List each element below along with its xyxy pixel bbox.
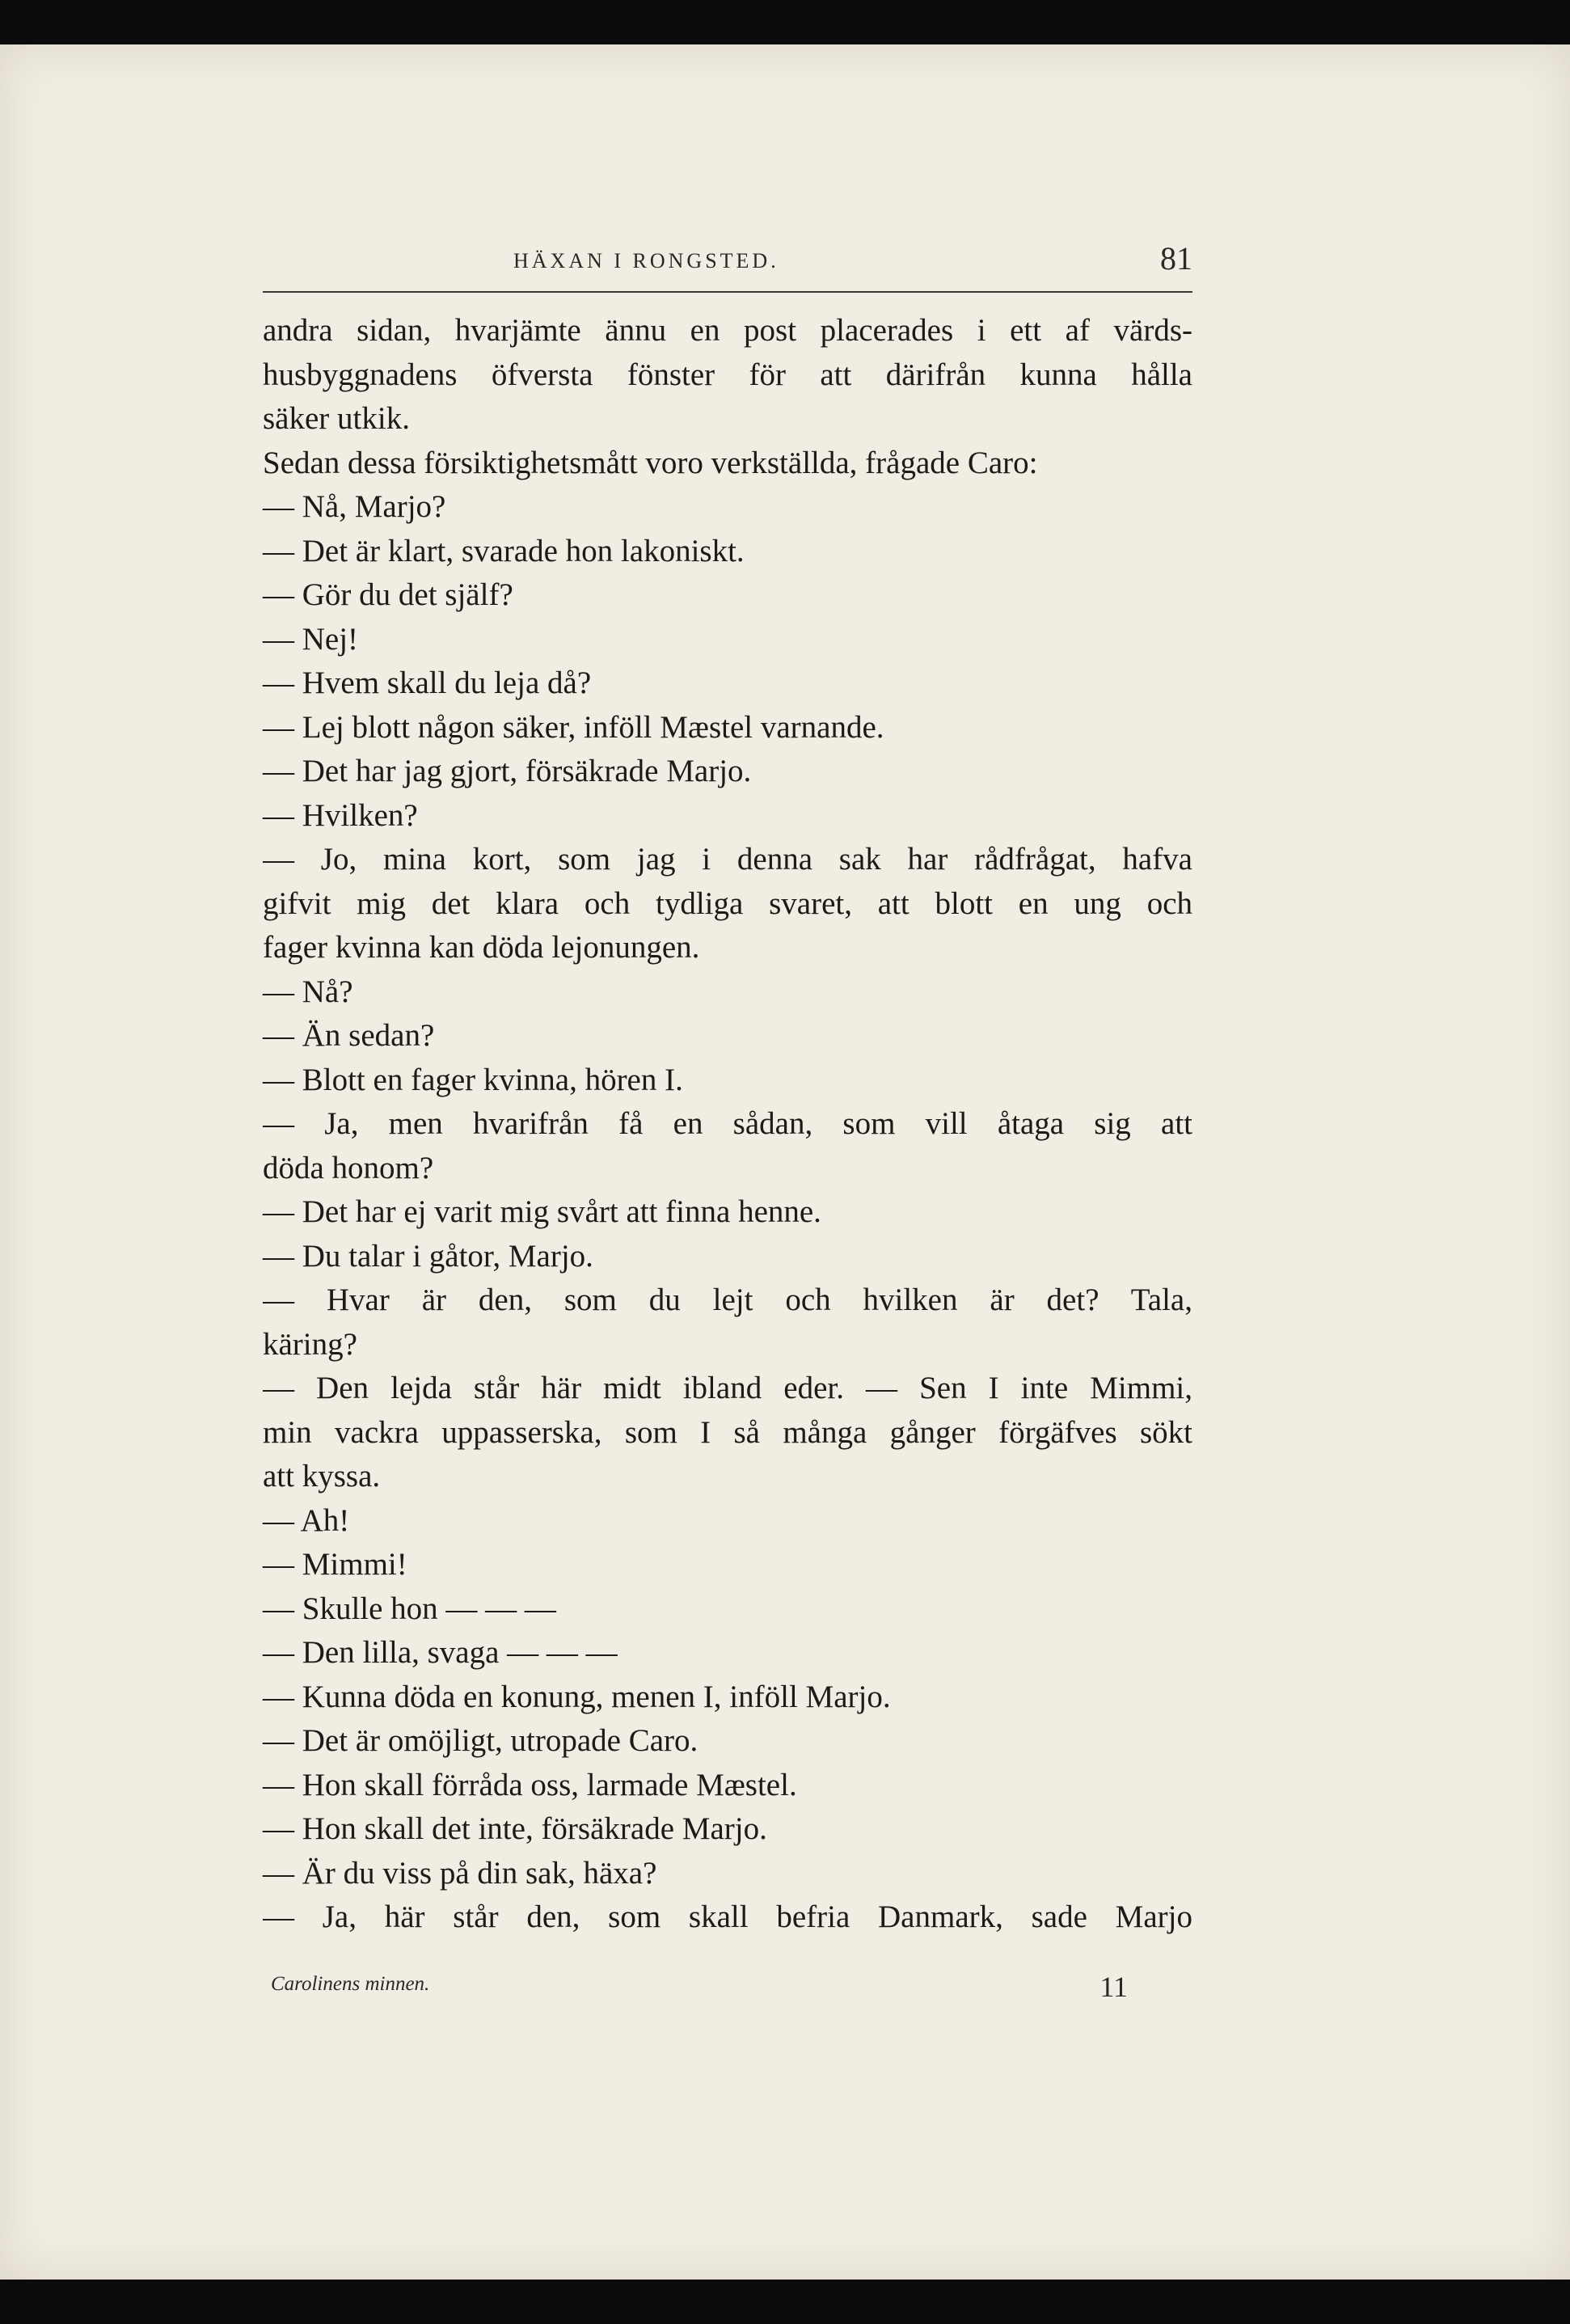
text-line: — Mimmi! [263, 1547, 407, 1582]
text-line: — Blott en fager kvinna, hören I. [263, 1062, 683, 1097]
text-line: — Jo, mina kort, som jag i denna sak har rådfrågat, hafva [263, 842, 1192, 877]
text-line: — Du talar i gåtor, Marjo. [263, 1238, 593, 1274]
text-line: — Hon skall förråda oss, larmade Mæstel. [263, 1767, 797, 1802]
text-line: — Kunna döda en konung, menen I, inföll Marjo. [263, 1679, 891, 1714]
text-line: — Hvem skall du leja då? [263, 666, 592, 700]
text-line: Sedan dessa försiktighetsmått voro verkställda, frågade Caro: [263, 445, 1038, 480]
text-line: andra sidan, hvarjämte ännu en post placerades i ett af värds- [263, 313, 1192, 348]
text-line: — Är du viss på din sak, häxa? [263, 1855, 657, 1891]
page-header [263, 240, 1192, 291]
text-line: att kyssa. [263, 1459, 381, 1494]
page-number: 81 [1160, 240, 1192, 277]
running-head: HÄXAN I RONGSTED. [513, 249, 779, 273]
text-line: — Hvilken? [263, 797, 418, 833]
text-line: — Ah! [263, 1502, 350, 1538]
footer-book-title: Carolinens minnen. [271, 1973, 430, 1995]
text-line: fager kvinna kan döda lejonungen. [263, 930, 700, 965]
text-line: — Skulle hon — — — [263, 1591, 556, 1626]
text-line: säker utkik. [263, 401, 410, 436]
text-line: — Det har jag gjort, försäkrade Marjo. [263, 754, 752, 788]
text-line: — Hon skall det inte, försäkrade Marjo. [263, 1811, 767, 1846]
text-line: — Den lilla, svaga — — — [263, 1635, 618, 1670]
text-line: — Än sedan? [263, 1018, 435, 1053]
text-line: — Nå? [263, 974, 353, 1009]
text-line: — Nej! [263, 621, 359, 657]
text-line: — Det är klart, svarade hon lakoniskt. [263, 533, 745, 568]
text-line: min vackra uppasserska, som I så många gånger förgäfves sökt [263, 1414, 1192, 1450]
text-line: husbyggnadens öfversta fönster för att därifrån kunna hålla [263, 357, 1192, 392]
text-line: — Gör du det själf? [263, 577, 513, 612]
header-rule [263, 291, 1192, 293]
text-line: käring? [263, 1326, 357, 1362]
signature-mark: 11 [1099, 1971, 1128, 2003]
text-line: — Ja, här står den, som skall befria Danmark, sade Marjo [263, 1899, 1192, 1934]
text-line: — Hvar är den, som du lejt och hvilken är det? Tala, [263, 1282, 1192, 1317]
text-line: — Det har ej varit mig svårt att finna henne. [263, 1194, 821, 1229]
text-line: döda honom? [263, 1150, 434, 1185]
text-line: — Det är omöjligt, utropade Caro. [263, 1723, 698, 1758]
text-line: — Ja, men hvarifrån få en sådan, som vill åtaga sig att [263, 1106, 1192, 1141]
body-text [263, 309, 1192, 1940]
page-footer [263, 1967, 1192, 2015]
text-line: — Lej blott någon säker, inföll Mæstel varnande. [263, 709, 884, 745]
text-line: — Den lejda står här midt ibland eder. — Sen I inte Mimmi, [263, 1371, 1192, 1405]
text-line: — Nå, Marjo? [263, 489, 446, 524]
text-line: gifvit mig det klara och tydliga svaret, att blott en ung och [263, 885, 1192, 921]
